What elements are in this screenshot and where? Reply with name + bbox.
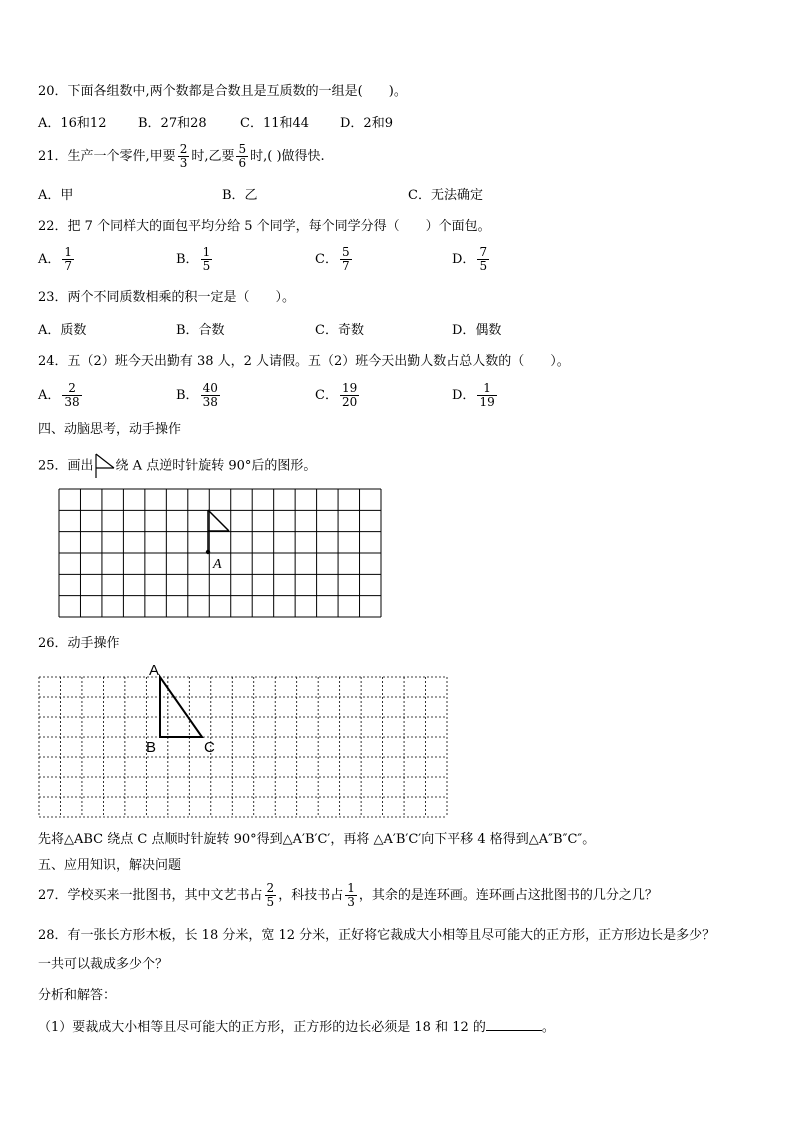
q23-option-d: D．偶数 bbox=[452, 323, 502, 338]
flag-shape-icon bbox=[94, 453, 116, 479]
q23-option-c: C．奇数 bbox=[315, 323, 364, 338]
q28-answer-blank[interactable] bbox=[486, 1019, 542, 1031]
point-a-marker bbox=[206, 550, 210, 554]
q25-text-pre: 25．画出 bbox=[38, 458, 94, 474]
q20-option-c: C．11和44 bbox=[240, 116, 310, 131]
q21-option-a: A．甲 bbox=[38, 188, 74, 203]
q28-stem-line-2: 一共可以裁成多少个？ bbox=[38, 957, 169, 972]
q21-fraction-1: $\frac{2}{3}$ bbox=[179, 142, 188, 170]
q24-option-d: D． $\frac{1}{19}$ bbox=[452, 381, 495, 409]
q28-step-1-text: （1）要裁成大小相等且尽可能大的正方形，正方形的边长必须是 18 和 12 的 bbox=[38, 1020, 486, 1035]
triangle-abc bbox=[160, 677, 202, 737]
q22-option-a: A． $\frac{1}{7}$ bbox=[38, 245, 73, 273]
q27-text-post: ，其余的是连环画。连环画占这批图书的几分之几？ bbox=[358, 888, 658, 903]
q21-text-mid: 时,乙要 bbox=[191, 149, 235, 164]
q21-text-pre: 21．生产一个零件,甲要 bbox=[38, 149, 176, 164]
section-5-heading: 五、应用知识，解决问题 bbox=[38, 858, 182, 873]
q21-stem bbox=[38, 142, 325, 172]
q23-option-a: A．质数 bbox=[38, 323, 87, 338]
vertex-b-label: B bbox=[146, 739, 157, 756]
q25-text-post: 绕 A 点逆时针旋转 90°后的图形。 bbox=[115, 458, 317, 474]
q24-option-b: B． $\frac{40}{38}$ bbox=[176, 381, 218, 409]
q21-option-c: C．无法确定 bbox=[408, 188, 483, 203]
q23-stem: 23．两个不同质数相乘的积一定是（ ）。 bbox=[38, 290, 296, 305]
q22-stem: 22．把 7 个同样大的面包平均分给 5 个同学，每个同学分得（ ）个面包。 bbox=[38, 219, 491, 234]
point-a-label: A bbox=[213, 557, 222, 572]
q24-option-a: A． $\frac{2}{38}$ bbox=[38, 381, 80, 409]
q25-grid bbox=[58, 488, 382, 618]
q25-stem bbox=[38, 453, 316, 479]
q24-stem: 24．五（2）班今天出勤有 38 人，2 人请假。五（2）班今天出勤人数占总人数的（ ）。 bbox=[38, 354, 570, 369]
q27-fraction-1: $\frac{2}{5}$ bbox=[266, 881, 275, 909]
flag-figure bbox=[208, 510, 229, 552]
q26-description: 先将△ABC 绕点 C 点顺时针旋转 90°得到△A′B′C′，再将 △A′B′C′向下平移 4 格得到△A″B″C″。 bbox=[38, 832, 596, 847]
q22-option-b: B． $\frac{1}{5}$ bbox=[176, 245, 211, 273]
q23-option-b: B．合数 bbox=[176, 323, 225, 338]
q21-fraction-2: $\frac{5}{6}$ bbox=[238, 142, 247, 170]
q27-stem bbox=[38, 878, 658, 914]
q28-analysis-label: 分析和解答： bbox=[38, 988, 117, 1003]
q21-text-post: 时,( )做得快. bbox=[250, 149, 325, 164]
q26-title: 26．动手操作 bbox=[38, 636, 120, 651]
q22-option-d: D． $\frac{7}{5}$ bbox=[452, 245, 488, 273]
q27-text-mid: ，科技书占 bbox=[278, 888, 344, 903]
q26-dotted-grid bbox=[38, 660, 450, 820]
q28-step-1: （1）要裁成大小相等且尽可能大的正方形，正方形的边长必须是 18 和 12 的 。 bbox=[38, 1020, 555, 1035]
q27-fraction-2: $\frac{1}{3}$ bbox=[347, 881, 355, 909]
q24-option-c: C． $\frac{19}{20}$ bbox=[315, 381, 358, 409]
q22-option-c: C． $\frac{5}{7}$ bbox=[315, 245, 350, 273]
vertex-c-label: C bbox=[204, 739, 215, 756]
q20-option-a: A．16和12 bbox=[38, 116, 107, 131]
section-4-heading: 四、动脑思考，动手操作 bbox=[38, 422, 182, 437]
q28-stem-line-1: 28．有一张长方形木板，长 18 分米，宽 12 分米，正好将它裁成大小相等且尽可能大的正方形，正方形边长是多少？ bbox=[38, 928, 716, 943]
q21-option-b: B．乙 bbox=[222, 188, 258, 203]
q20-option-d: D．2和9 bbox=[340, 116, 393, 131]
q27-text-pre: 27．学校买来一批图书，其中文艺书占 bbox=[38, 888, 263, 903]
vertex-a-label: A bbox=[149, 662, 160, 679]
q20-stem: 20．下面各组数中,两个数都是合数且是互质数的一组是( )。 bbox=[38, 84, 407, 99]
q20-option-b: B．27和28 bbox=[138, 116, 207, 131]
